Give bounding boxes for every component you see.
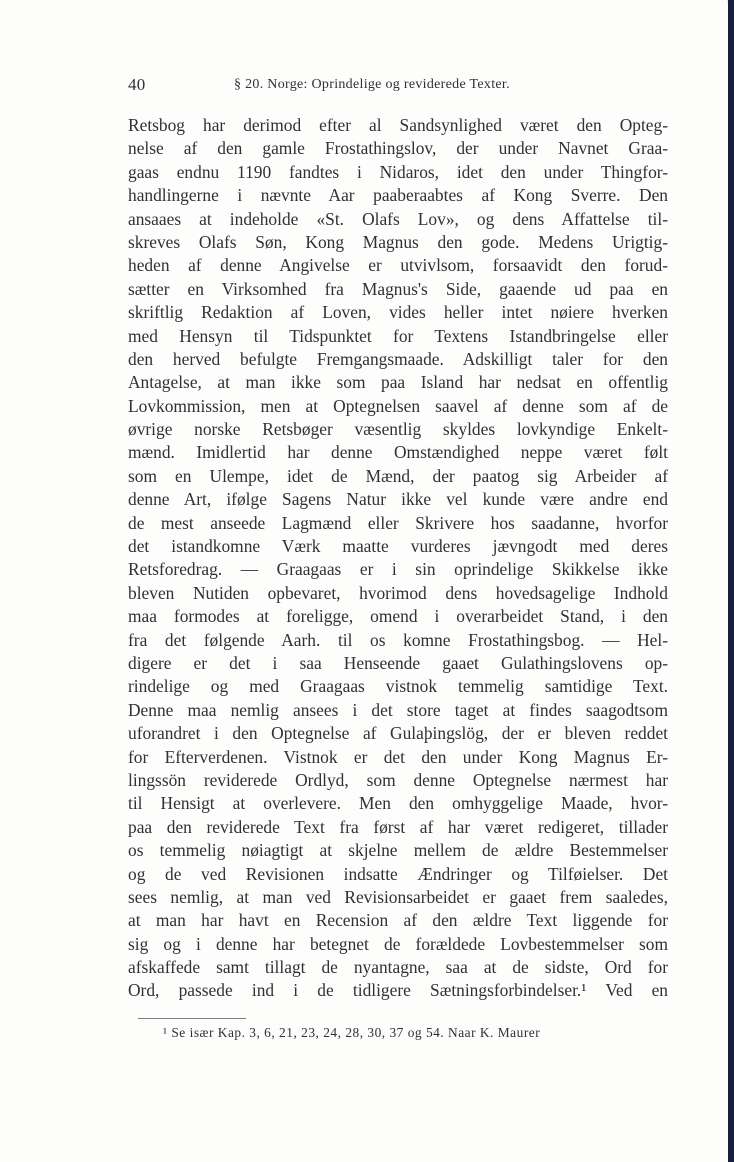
text-line: Denne maa nemlig ansees i det store taget at findes saagodtsom xyxy=(128,699,668,720)
text-line: ansaaes at indeholde «St. Olafs Lov», og dens Affattelse til- xyxy=(128,208,668,229)
text-line: heden af denne Angivelse er utvivlsom, forsaavidt den forud- xyxy=(128,255,668,276)
footnote-divider xyxy=(138,1018,246,1019)
text-line: denne Art, ifølge Sagens Natur ikke vel kunde være andre end xyxy=(128,489,668,510)
text-line: nelse af den gamle Frostathingslov, der under Navnet Graa- xyxy=(128,138,668,159)
text-line: sætter en Virksomhed fra Magnus's Side, gaaende ud paa en xyxy=(128,278,668,299)
text-line: øvrige norske Retsbøger væsentlig skyldes lovkyndige Enkelt- xyxy=(128,419,668,440)
running-title: § 20. Norge: Oprindelige og reviderede Texter. xyxy=(234,77,510,92)
body-text xyxy=(128,114,668,1003)
footnote: ¹ Se især Kap. 3, 6, 21, 23, 24, 28, 30, 37 og 54. Naar K. Maurer xyxy=(163,1025,541,1040)
text-line: afskaffede samt tillagt de nyantagne, saa at de sidste, Ord for xyxy=(128,957,668,978)
text-line: Retsforedrag. — Graagaas er i sin oprindelige Skikkelse ikke xyxy=(128,559,668,580)
text-line: skriftlig Redaktion af Loven, vides heller intet nøiere hverken xyxy=(128,302,668,323)
text-line: digere er det i saa Henseende gaaet Gulathingslovens op- xyxy=(128,652,668,673)
text-line: Antagelse, at man ikke som paa Island har nedsat en offentlig xyxy=(128,372,668,393)
scan-edge xyxy=(728,0,734,1162)
text-line: Ord, passede ind i de tidligere Sætningsforbindelser.¹ Ved en xyxy=(128,980,668,1001)
text-line: gaas endnu 1190 fandtes i Nidaros, idet den under Thingfor- xyxy=(128,161,668,182)
text-line: uforandret i den Optegnelse af Gulaþingslög, der er bleven reddet xyxy=(128,723,668,744)
text-line: med Hensyn til Tidspunktet for Textens Istandbringelse eller xyxy=(128,325,668,346)
text-line: lingssön reviderede Ordlyd, som denne Optegnelse nærmest har xyxy=(128,769,668,790)
page-number: 40 xyxy=(128,75,146,94)
text-line: sees nemlig, at man ved Revisionsarbeidet er gaaet frem saaledes, xyxy=(128,886,668,907)
text-line: os temmelig nøiagtigt at skjelne mellem de ældre Bestemmelser xyxy=(128,840,668,861)
text-line: rindelige og med Graagaas vistnok temmelig samtidige Text. xyxy=(128,676,668,697)
text-line: mænd. Imidlertid har denne Omstændighed neppe været følt xyxy=(128,442,668,463)
text-line: maa formodes at foreligge, omend i overarbeidet Stand, i den xyxy=(128,606,668,627)
text-line: det istandkomne Værk maatte vurderes jævngodt med deres xyxy=(128,536,668,557)
text-line: skreves Olafs Søn, Kong Magnus den gode. Medens Urigtig- xyxy=(128,231,668,252)
text-line: Retsbog har derimod efter al Sandsynlighed været den Opteg- xyxy=(128,115,668,135)
text-line: de mest anseede Lagmænd eller Skrivere hos saadanne, hvorfor xyxy=(128,512,668,533)
text-line: sig og i denne har betegnet de forældede Lovbestemmelser som xyxy=(128,933,668,954)
text-line: paa den reviderede Text fra først af har været redigeret, tillader xyxy=(128,816,668,837)
text-line: fra det følgende Aarh. til os komne Frostathingsbog. — Hel- xyxy=(128,629,668,650)
running-head xyxy=(128,75,668,99)
text-line: handlingerne i nævnte Aar paaberaabtes af Kong Sverre. Den xyxy=(128,185,668,206)
text-line: Lovkommission, men at Optegnelsen saavel af denne som af de xyxy=(128,395,668,416)
text-line: til Hensigt at overlevere. Men den omhyggelige Maade, hvor- xyxy=(128,793,668,814)
text-line: for Efterverdenen. Vistnok er det den under Kong Magnus Er- xyxy=(128,746,668,767)
text-line: og de ved Revisionen indsatte Ændringer og Tilføielser. Det xyxy=(128,863,668,884)
text-line: den herved befulgte Fremgangsmaade. Adskilligt taler for den xyxy=(128,348,668,369)
text-line: bleven Nutiden opbevaret, hvorimod dens hovedsagelige Indhold xyxy=(128,582,668,603)
text-line: at man har havt en Recension af den ældre Text liggende for xyxy=(128,910,668,931)
text-line: som en Ulempe, idet de Mænd, der paatog sig Arbeider af xyxy=(128,465,668,486)
